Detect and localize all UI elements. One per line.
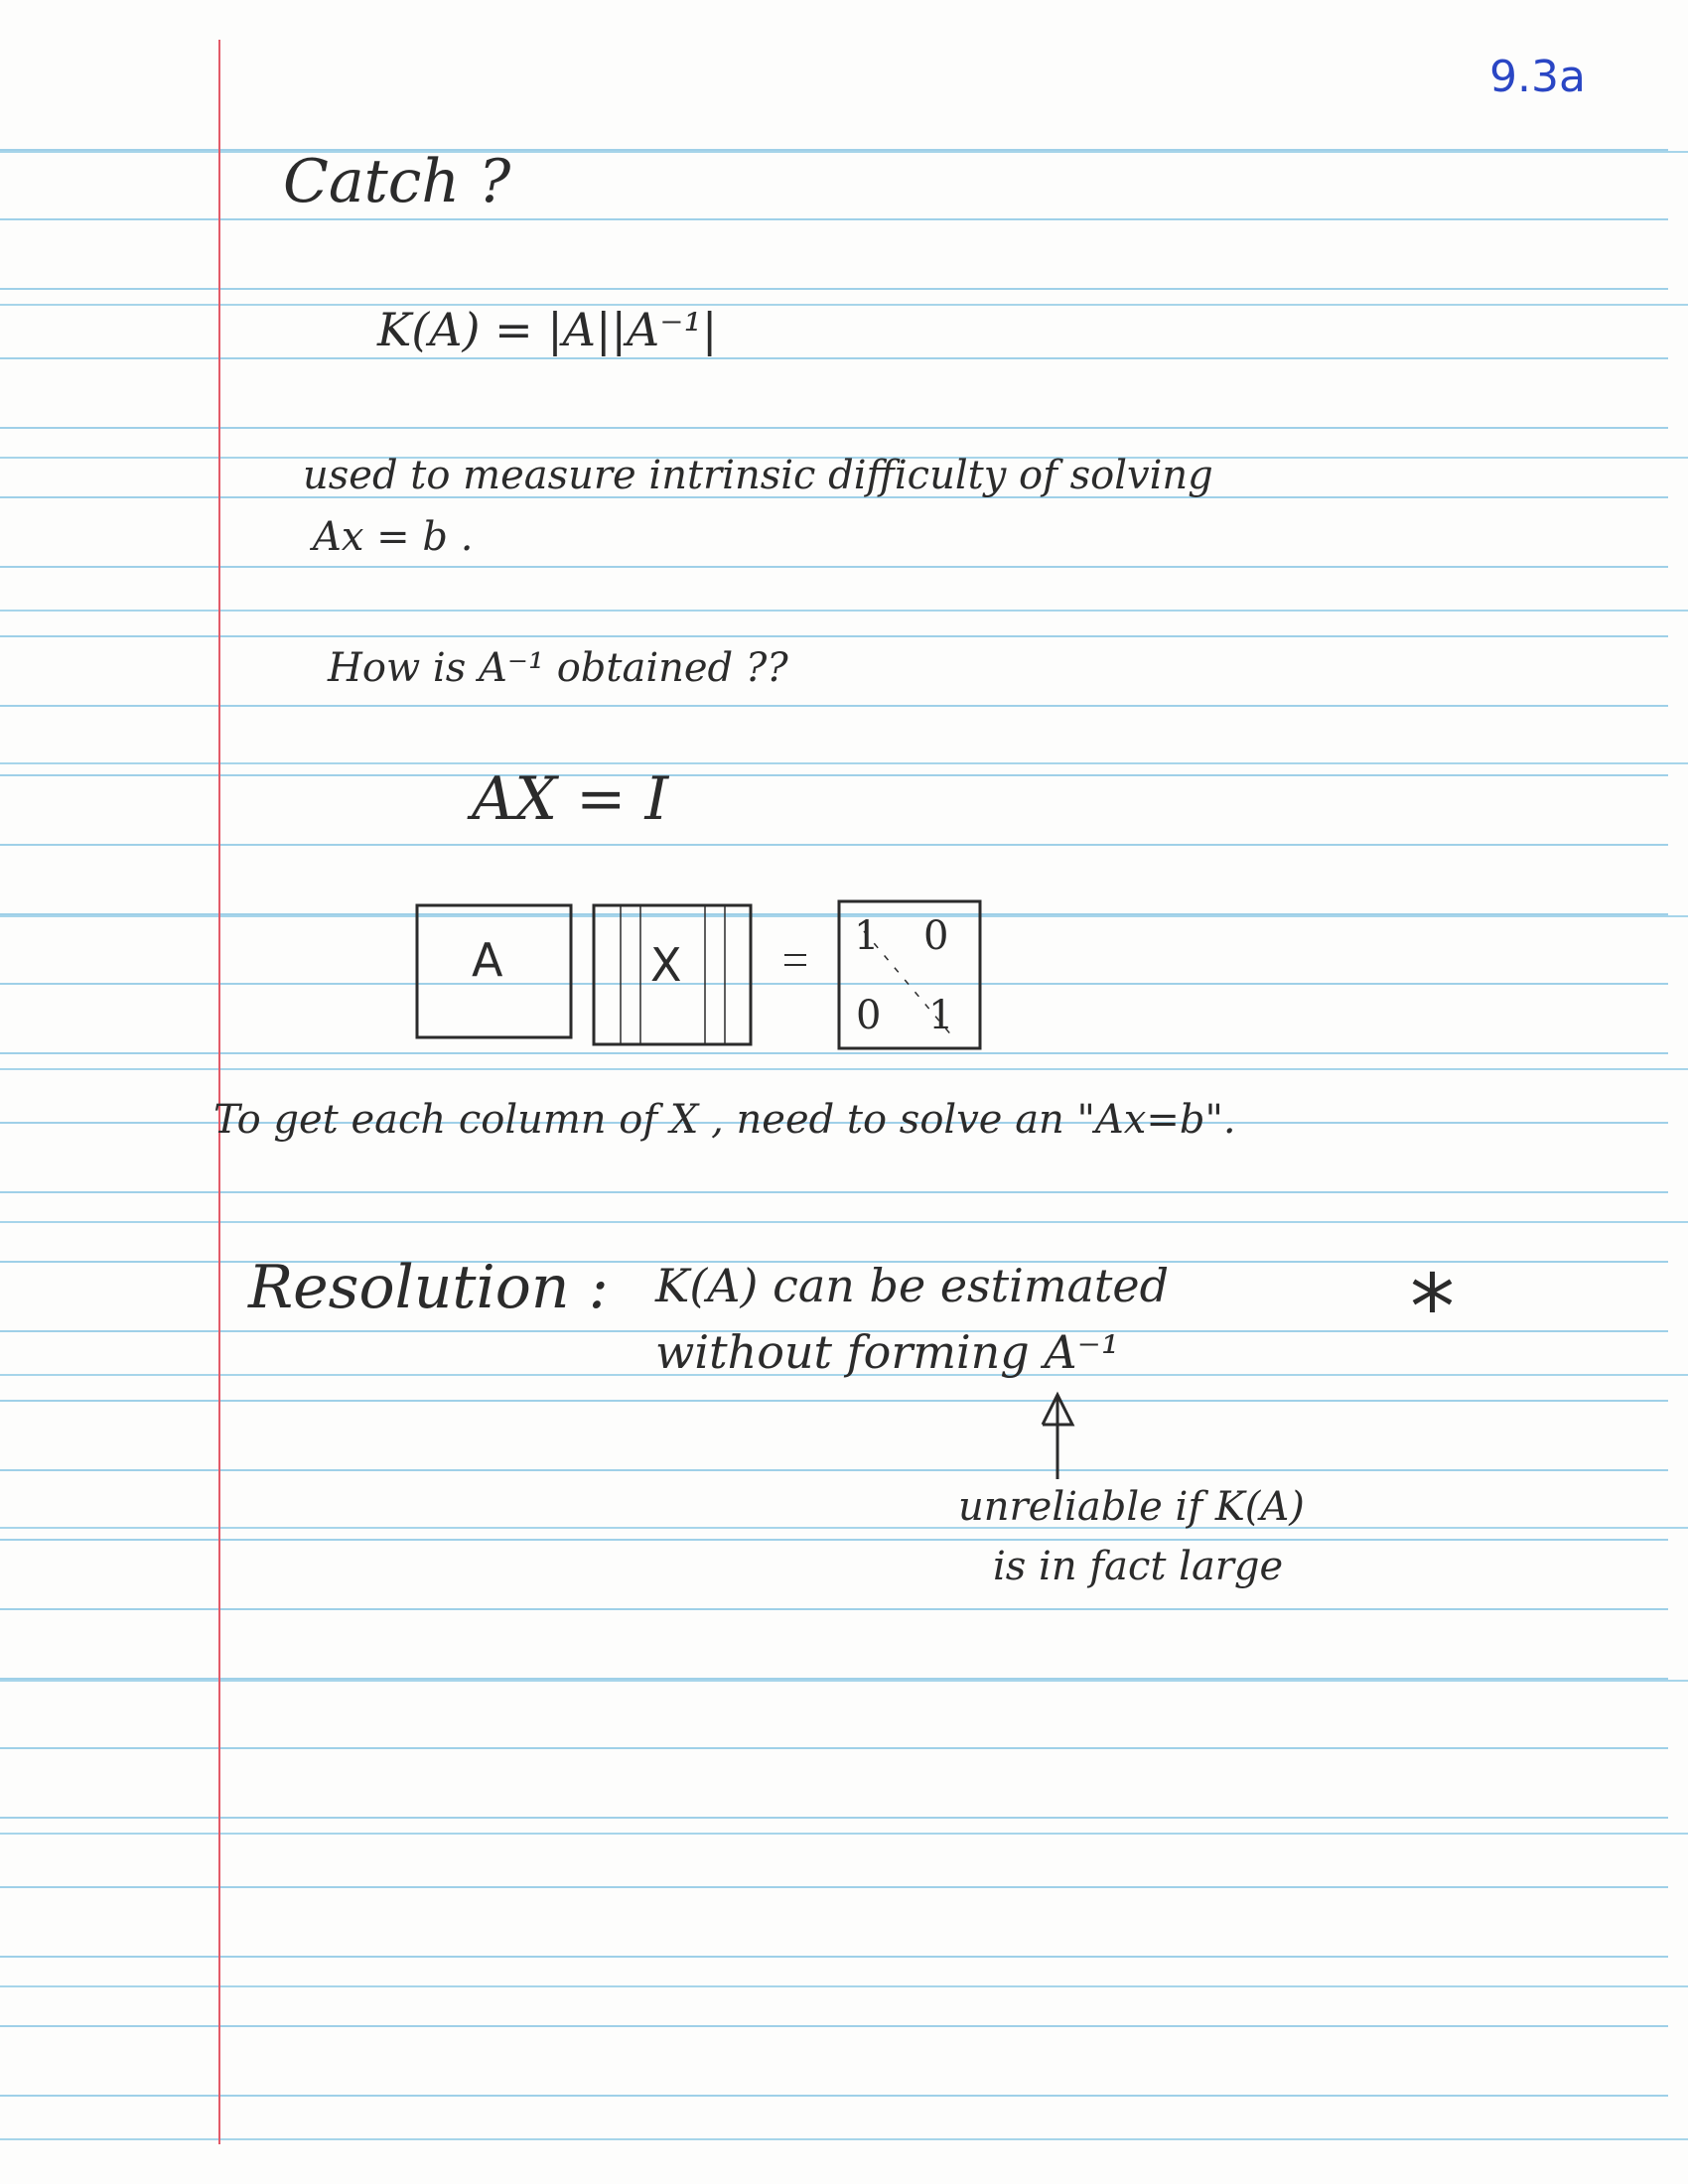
equation-line: AX = I — [472, 764, 669, 834]
matrix-x-label: X — [650, 938, 682, 992]
resolution-label: Resolution : — [248, 1253, 609, 1322]
page-number: 9.3a — [1489, 52, 1586, 102]
condition-number-formula: K(A) = |A||A⁻¹| — [377, 303, 718, 356]
identity-bottom-right: 1 — [928, 993, 954, 1038]
up-arrow-icon — [1033, 1385, 1082, 1484]
asterisk-mark: * — [1410, 1256, 1455, 1360]
resolution-text-1: K(A) can be estimated — [655, 1259, 1170, 1312]
note-line-1: unreliable if K(A) — [958, 1484, 1305, 1530]
matrix-a-label: A — [472, 933, 503, 987]
text-line-1: used to measure intrinsic difficulty of solving — [303, 453, 1213, 498]
identity-top-right: 0 — [923, 913, 949, 959]
identity-top-left: 1 — [854, 913, 880, 959]
note-line-2: is in fact large — [993, 1544, 1284, 1589]
text-line-2: Ax = b . — [313, 514, 474, 560]
columns-note: To get each column of X , need to solve an "Ax=b". — [213, 1097, 1236, 1143]
resolution-text-2: without forming A⁻¹ — [655, 1325, 1120, 1379]
question-line: How is A⁻¹ obtained ?? — [328, 645, 788, 691]
identity-bottom-left: 0 — [856, 993, 882, 1038]
heading: Catch ? — [283, 147, 511, 216]
